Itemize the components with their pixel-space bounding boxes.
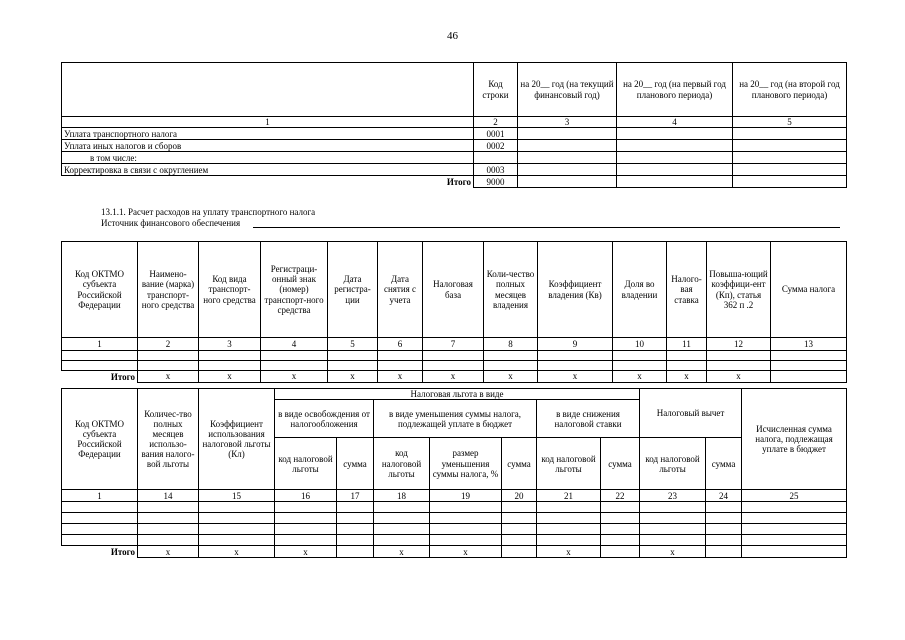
header-oktmo: Код ОКТМО субъекта Российской Федерации xyxy=(62,389,138,490)
source-label: Источник финансового обеспечения xyxy=(101,218,241,228)
colnum: 1 xyxy=(62,117,474,128)
table-row xyxy=(62,351,847,361)
cell[interactable] xyxy=(328,351,378,361)
table-row xyxy=(62,524,847,535)
cell[interactable] xyxy=(617,176,733,188)
cell[interactable] xyxy=(502,502,537,513)
colnum: 8 xyxy=(484,338,538,351)
header-months-used: Количес-тво полных месяцев использо-вания налого-вой льготы xyxy=(138,389,199,490)
x-mark: х xyxy=(707,371,771,383)
header-benefit-code: код налоговой льготы xyxy=(275,438,337,490)
colnum: 13 xyxy=(771,338,847,351)
cell[interactable] xyxy=(640,502,706,513)
cell[interactable] xyxy=(667,361,707,371)
colnum: 1 xyxy=(62,490,138,502)
cell[interactable] xyxy=(138,361,199,371)
header-registration-date: Дата регистра-ции xyxy=(328,242,378,338)
cell[interactable] xyxy=(502,546,537,558)
cell[interactable] xyxy=(337,535,374,546)
x-mark: х xyxy=(138,371,199,383)
cell[interactable] xyxy=(374,535,430,546)
header-oktmo: Код ОКТМО субъекта Российской Федерации xyxy=(62,242,138,338)
cell[interactable] xyxy=(601,524,640,535)
cell[interactable] xyxy=(275,502,337,513)
x-mark: х xyxy=(138,546,199,558)
header-reduction-rate: в виде снижения налоговой ставки xyxy=(537,400,640,438)
cell[interactable] xyxy=(706,535,742,546)
x-mark: х xyxy=(378,371,423,383)
header-registration-sign: Регистраци-онный знак (номер) транспорт-ного средства xyxy=(261,242,328,338)
cell[interactable] xyxy=(430,513,502,524)
x-mark: х xyxy=(537,546,601,558)
total-label: Итого xyxy=(62,546,138,558)
cell[interactable] xyxy=(518,176,617,188)
row-label: Корректировка в связи с округлением xyxy=(62,164,474,176)
cell[interactable] xyxy=(640,535,706,546)
cell[interactable] xyxy=(742,513,847,524)
cell[interactable] xyxy=(538,351,613,361)
colnum: 11 xyxy=(667,338,707,351)
cell[interactable] xyxy=(707,351,771,361)
cell[interactable] xyxy=(706,524,742,535)
cell[interactable] xyxy=(617,128,733,140)
x-mark: х xyxy=(423,371,484,383)
cell[interactable] xyxy=(518,152,617,164)
cell[interactable] xyxy=(62,351,138,361)
colnum: 3 xyxy=(518,117,617,128)
cell[interactable] xyxy=(423,361,484,371)
x-mark: х xyxy=(374,546,430,558)
cell[interactable] xyxy=(601,535,640,546)
colnum: 16 xyxy=(275,490,337,502)
x-mark: х xyxy=(261,371,328,383)
colnum: 12 xyxy=(707,338,771,351)
tax-benefit-table xyxy=(61,388,847,558)
row-code: 0002 xyxy=(474,140,518,152)
cell[interactable] xyxy=(374,524,430,535)
colnum: 3 xyxy=(199,338,261,351)
header-tax-sum: Сумма налога xyxy=(771,242,847,338)
cell[interactable] xyxy=(199,361,261,371)
x-mark: х xyxy=(430,546,502,558)
cell[interactable] xyxy=(138,502,199,513)
section-title: 13.1.1. Расчет расходов на уплату транспортного налога xyxy=(101,207,316,217)
cell[interactable] xyxy=(328,361,378,371)
cell[interactable] xyxy=(771,351,847,361)
cell[interactable] xyxy=(430,502,502,513)
cell[interactable] xyxy=(423,351,484,361)
header-benefit-sum: сумма xyxy=(706,438,742,490)
colnum: 18 xyxy=(374,490,430,502)
cell[interactable] xyxy=(742,524,847,535)
cell[interactable] xyxy=(261,361,328,371)
header-tax-base: Налоговая база xyxy=(423,242,484,338)
cell[interactable] xyxy=(617,140,733,152)
cell[interactable] xyxy=(62,535,138,546)
colnum: 4 xyxy=(261,338,328,351)
cell[interactable] xyxy=(502,524,537,535)
table-row xyxy=(62,140,847,152)
cell[interactable] xyxy=(502,513,537,524)
cell[interactable] xyxy=(199,502,275,513)
cell[interactable] xyxy=(430,535,502,546)
cell[interactable] xyxy=(537,513,601,524)
header-exemption: в виде освобождения от налогообложения xyxy=(275,400,374,438)
colnum: 22 xyxy=(601,490,640,502)
header-benefit-code: код налоговой льготы xyxy=(537,438,601,490)
cell[interactable] xyxy=(430,524,502,535)
cell[interactable] xyxy=(337,524,374,535)
row-code xyxy=(474,152,518,164)
table-row xyxy=(62,361,847,371)
cell[interactable] xyxy=(742,546,847,558)
cell[interactable] xyxy=(484,361,538,371)
colnum: 10 xyxy=(613,338,667,351)
table-row xyxy=(62,128,847,140)
header-year-1: на 20__ год (на текущий финансовый год) xyxy=(518,63,617,117)
table-row xyxy=(62,513,847,524)
cell[interactable] xyxy=(733,164,847,176)
cell[interactable] xyxy=(138,513,199,524)
header-months-owned: Коли-чество полных месяцев владения xyxy=(484,242,538,338)
header-ownership-share: Доля во владении xyxy=(613,242,667,338)
cell[interactable] xyxy=(138,524,199,535)
colnum: 2 xyxy=(138,338,199,351)
cell[interactable] xyxy=(275,524,337,535)
header-reduction-size: размер уменьшения суммы налога, % xyxy=(430,438,502,490)
table-row xyxy=(62,152,847,164)
cell[interactable] xyxy=(275,513,337,524)
cell[interactable] xyxy=(337,513,374,524)
cell[interactable] xyxy=(617,152,733,164)
header-reduction-sum: в виде уменьшения суммы налога, подлежащей уплате в бюджет xyxy=(374,400,537,438)
colnum: 14 xyxy=(138,490,199,502)
cell[interactable] xyxy=(537,502,601,513)
row-label: в том числе: xyxy=(62,152,474,164)
header-year-2: на 20__ год (на первый год планового периода) xyxy=(617,63,733,117)
header-benefit-code: код налоговой льготы xyxy=(640,438,706,490)
cell[interactable] xyxy=(706,546,742,558)
header-code: Код строки xyxy=(474,63,518,117)
header-benefit: Налоговая льгота в виде xyxy=(275,389,640,400)
colnum: 5 xyxy=(733,117,847,128)
header-deduction: Налоговый вычет xyxy=(640,389,742,438)
header-benefit-code: код налоговой льготы xyxy=(374,438,430,490)
cell[interactable] xyxy=(199,351,261,361)
cell[interactable] xyxy=(62,361,138,371)
header-usage-coef: Коэффициент использования налоговой льготы (Кл) xyxy=(199,389,275,490)
total-label: Итого xyxy=(62,371,138,383)
cell[interactable] xyxy=(613,351,667,361)
cell[interactable] xyxy=(538,361,613,371)
colnum: 7 xyxy=(423,338,484,351)
cell[interactable] xyxy=(138,535,199,546)
x-mark: х xyxy=(667,371,707,383)
table-row xyxy=(62,164,847,176)
cell[interactable] xyxy=(706,502,742,513)
header-year-3: на 20__ год (на второй год планового периода) xyxy=(733,63,847,117)
cell[interactable] xyxy=(537,535,601,546)
row-label: Уплата транспортного налога xyxy=(62,128,474,140)
colnum: 21 xyxy=(537,490,601,502)
colnum: 24 xyxy=(706,490,742,502)
x-mark: х xyxy=(484,371,538,383)
cell[interactable] xyxy=(601,513,640,524)
cell[interactable] xyxy=(199,535,275,546)
cell[interactable] xyxy=(378,351,423,361)
summary-table xyxy=(61,62,847,188)
cell[interactable] xyxy=(484,351,538,361)
cell[interactable] xyxy=(62,513,138,524)
cell[interactable] xyxy=(518,164,617,176)
cell[interactable] xyxy=(502,535,537,546)
x-mark: х xyxy=(199,546,275,558)
row-code: 0003 xyxy=(474,164,518,176)
x-mark: х xyxy=(538,371,613,383)
cell[interactable] xyxy=(337,546,374,558)
row-code: 0001 xyxy=(474,128,518,140)
header-blank xyxy=(62,63,474,117)
header-tax-rate: Налого-вая ставка xyxy=(667,242,707,338)
header-deregistration-date: Дата снятия с учета xyxy=(378,242,423,338)
cell[interactable] xyxy=(771,371,847,383)
colnum: 4 xyxy=(617,117,733,128)
header-benefit-sum: сумма xyxy=(502,438,537,490)
x-mark: х xyxy=(275,546,337,558)
cell[interactable] xyxy=(374,502,430,513)
cell[interactable] xyxy=(374,513,430,524)
cell[interactable] xyxy=(733,176,847,188)
colnum: 5 xyxy=(328,338,378,351)
colnum: 19 xyxy=(430,490,502,502)
cell[interactable] xyxy=(733,152,847,164)
table-row xyxy=(62,535,847,546)
source-input-line[interactable] xyxy=(253,227,840,228)
x-mark: х xyxy=(640,546,706,558)
cell[interactable] xyxy=(733,140,847,152)
cell[interactable] xyxy=(275,535,337,546)
colnum: 23 xyxy=(640,490,706,502)
cell[interactable] xyxy=(518,140,617,152)
header-increasing-coef: Повыша-ющий коэффици-ент (Кп), статья 362 п .2 xyxy=(707,242,771,338)
row-label: Уплата иных налогов и сборов xyxy=(62,140,474,152)
cell[interactable] xyxy=(640,524,706,535)
cell[interactable] xyxy=(199,524,275,535)
x-mark: х xyxy=(613,371,667,383)
colnum: 25 xyxy=(742,490,847,502)
cell[interactable] xyxy=(518,128,617,140)
header-computed-sum: Исчисленная сумма налога, подлежащая уплате в бюджет xyxy=(742,389,847,490)
cell[interactable] xyxy=(337,502,374,513)
cell[interactable] xyxy=(667,351,707,361)
colnum: 9 xyxy=(538,338,613,351)
cell[interactable] xyxy=(537,524,601,535)
colnum: 17 xyxy=(337,490,374,502)
cell[interactable] xyxy=(199,513,275,524)
table-row xyxy=(62,502,847,513)
header-benefit-sum: сумма xyxy=(601,438,640,490)
cell[interactable] xyxy=(771,361,847,371)
x-mark: х xyxy=(199,371,261,383)
cell[interactable] xyxy=(378,361,423,371)
cell[interactable] xyxy=(601,546,640,558)
header-benefit-sum: сумма xyxy=(337,438,374,490)
total-row xyxy=(62,176,847,188)
cell[interactable] xyxy=(707,361,771,371)
header-ownership-coef: Коэффициент владения (Кв) xyxy=(538,242,613,338)
cell[interactable] xyxy=(742,502,847,513)
header-vehicle-name: Наимено-вание (марка) транспорт-ного средства xyxy=(138,242,199,338)
colnum: 20 xyxy=(502,490,537,502)
cell[interactable] xyxy=(261,351,328,361)
total-code: 9000 xyxy=(474,176,518,188)
colnum: 6 xyxy=(378,338,423,351)
cell[interactable] xyxy=(742,535,847,546)
cell[interactable] xyxy=(62,524,138,535)
cell[interactable] xyxy=(613,361,667,371)
cell[interactable] xyxy=(640,513,706,524)
cell[interactable] xyxy=(601,502,640,513)
cell[interactable] xyxy=(617,164,733,176)
cell[interactable] xyxy=(138,351,199,361)
total-row xyxy=(62,371,847,383)
vehicle-tax-table xyxy=(61,241,847,383)
cell[interactable] xyxy=(733,128,847,140)
colnum: 15 xyxy=(199,490,275,502)
x-mark: х xyxy=(328,371,378,383)
header-vehicle-type-code: Код вида транспорт-ного средства xyxy=(199,242,261,338)
cell[interactable] xyxy=(706,513,742,524)
page-number: 46 xyxy=(447,30,458,42)
cell[interactable] xyxy=(62,502,138,513)
colnum: 1 xyxy=(62,338,138,351)
colnum: 2 xyxy=(474,117,518,128)
total-label: Итого xyxy=(62,176,474,188)
total-row xyxy=(62,546,847,558)
